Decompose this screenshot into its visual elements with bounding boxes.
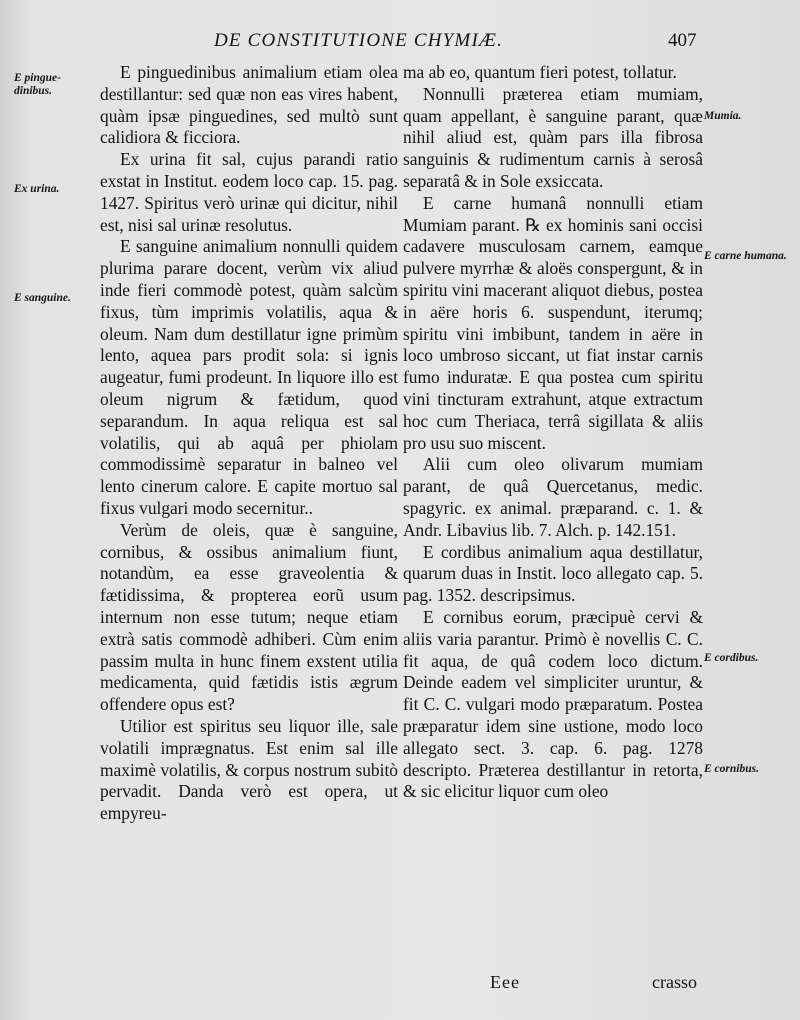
paragraph-carne-humana: E carne humanâ nonnulli etiam Mumiam parant. ℞ ex hominis sani occisi cadavere musculosam carnem, eamque pulvere myrrhæ & aloës conspergunt, & in spiritu vini macerant aliquot diebus, postea in aëre horis 6. suspendunt, iterumq; spiritu vini imbibunt, tandem in aëre in loco umbroso siccant, ut fiat instar carnis fumo induratæ. E qua postea cum spiritu vini tincturam extrahunt, atque extractum hoc cum Theriaca, terrâ sigillata & aliis pro usu suo miscent.: [403, 192, 703, 453]
paragraph-oleo-olivarum: Alii cum oleo olivarum mumiam parant, de quâ Quercetanus, medic. spagyric. ex animal. præparand. c. 1. & Andr. Libavius lib. 7. Alch. p. 142.151.: [403, 454, 703, 540]
paragraph-cordibus: E cordibus animalium aqua destillatur, quarum duas in Instit. loco allegato cap. 5. pag. 1352. descripsimus.: [403, 541, 703, 606]
paragraph-cornibus: E cornibus eorum, præcipuè cervi & aliis varia parantur. Primò è novellis C. C. fit aqua, de quâ codem loco dictum. Deinde eadem vel simpliciter uruntur, & fit C. C. vulgari modo præparatum. Postea præparatur idem sine ustione, modo loco allegato sect. 3. cap. 6. pag. 1278 descripto. Præterea destillantur in retorta, & sic elicitur liquor cum oleo: [403, 606, 703, 802]
paragraph-pinguedinibus: E pinguedinibus animalium etiam olea destillantur: sed quæ non eas vires habent, quàm ipsæ pinguedines, sed multò sunt calidiora & ficciora.: [100, 62, 398, 148]
catchword: crasso: [652, 972, 697, 992]
margin-note-pinguedinibus: E pingue-dinibus.: [14, 72, 61, 97]
page-header: [0, 30, 800, 60]
running-title: DE CONSTITUTIONE CHYMIÆ.: [214, 30, 504, 51]
paragraph-spiritus: Utilior est spiritus seu liquor ille, sale volatili imprægnatus. Est enim sal ille maximè volatilis, & corpus nostrum subitò pervadit. Danda verò est opera, ut empyreu-: [100, 715, 398, 824]
paragraph-urina: Ex urina fit sal, cujus parandi ratio exstat in Institut. eodem loco cap. 15. pag. 1427. Spiritus verò urinæ qui dicitur, nihil est, nisi sal urinæ resolutus.: [100, 149, 398, 235]
paragraph-oleis: Verùm de oleis, quæ è sanguine, cornibus, & ossibus animalium fiunt, notandùm, ea esse graveolentia & fætidissima, & propterea eorũ usum internum non esse tutum; neque etiam extrà satis commodè adhiberi. Cùm enim passim multa in hunc finem exstent utilia medicamenta, quid fætidis istis ægrum offendere opus est?: [100, 519, 398, 715]
margin-note-cornibus: E cornibus.: [704, 763, 759, 775]
margin-note-urina: Ex urina.: [14, 183, 60, 195]
signature-mark: Eee: [490, 972, 520, 992]
page-number: 407: [668, 30, 697, 51]
right-column: [403, 62, 703, 803]
left-column: [100, 62, 398, 825]
paragraph-continuation: ma ab eo, quantum fieri potest, tollatur.: [403, 62, 677, 82]
margin-note-mumia: Mumia.: [704, 110, 742, 122]
paragraph-sanguine: E sanguine animalium nonnulli quidem plurima parare docent, verùm vix aliud inde fieri commodè potest, quàm salcùm fixus, tùm imprimis volatilis, aqua & oleum. Nam dum destillatur igne primùm lento, aquea pars prodit sola: si ignis augeatur, fumi prodeunt. In liquore illo est oleum nigrum & fætidum, quod separandum. In aqua reliqua est sal volatilis, qui ab aquâ per phiolam commodissimè separatur in balneo vel lento cinerum calore. E capite mortuo sal fixus vulgari modo secernitur..: [100, 236, 398, 518]
margin-note-cordibus: E cordibus.: [704, 652, 759, 664]
margin-note-carne-humana: E carne humana.: [704, 250, 787, 262]
paragraph-mumia: Nonnulli præterea etiam mumiam, quam appellant, è sanguine parant, quæ nihil aliud est, quàm pars illa fibrosa sanguinis & rudimentum carnis à serosâ separatâ & in Sole exsiccata.: [403, 83, 703, 191]
margin-note-sanguine: E sanguine.: [14, 292, 71, 304]
